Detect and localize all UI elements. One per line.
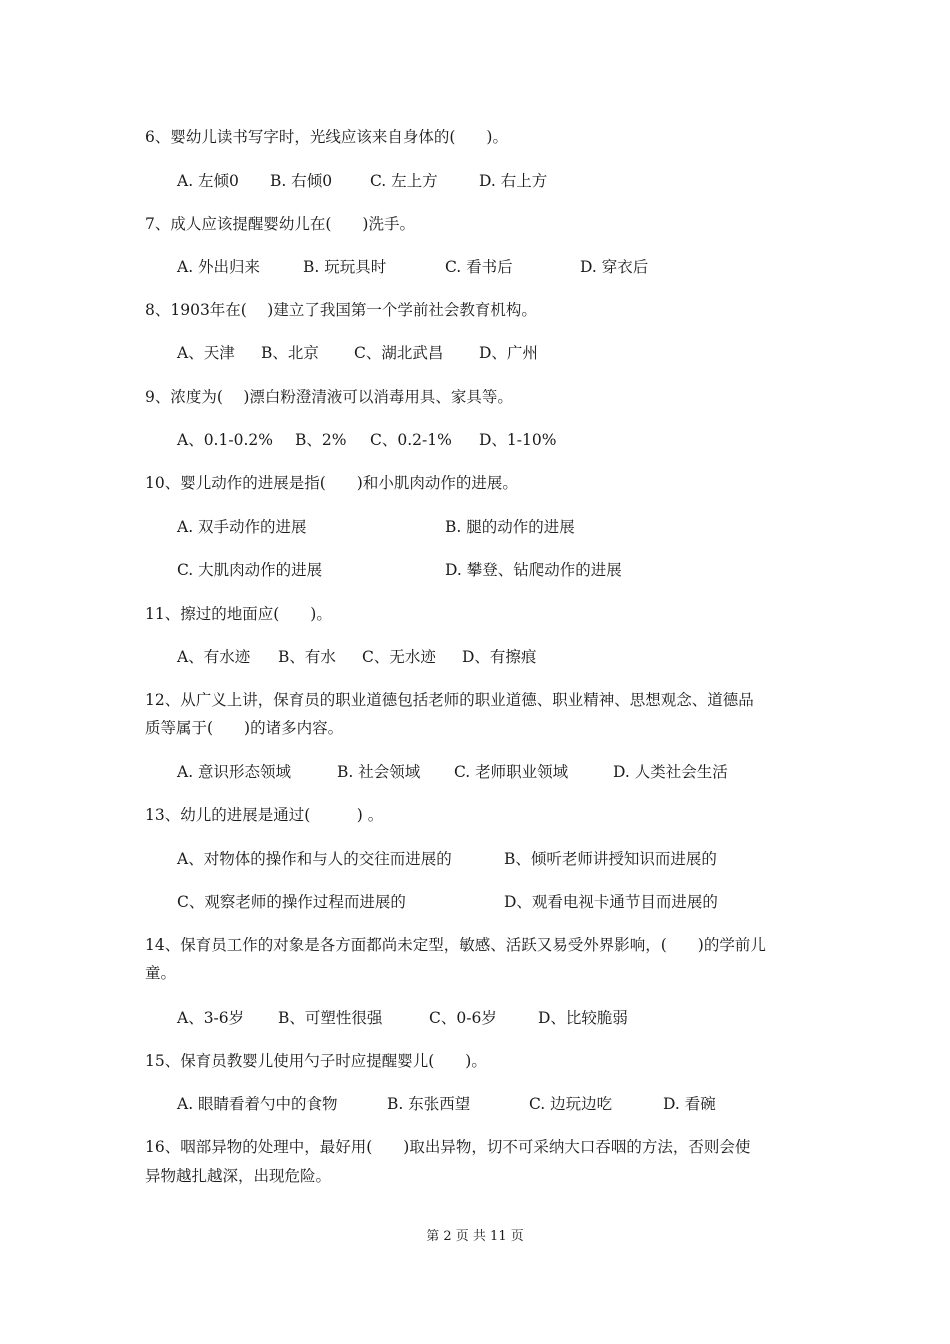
q9-option-d: D、1-10% xyxy=(479,431,557,449)
q14-option-c: C、0-6岁 xyxy=(429,1009,497,1027)
question-9: 9、浓度为( )漂白粉澄清液可以消毒用具、家具等。 xyxy=(145,388,513,406)
q7-option-b: B. 玩玩具时 xyxy=(303,258,387,276)
question-8: 8、1903年在( )建立了我国第一个学前社会教育机构。 xyxy=(145,301,537,319)
q8-option-c: C、湖北武昌 xyxy=(354,344,444,362)
q10-option-d: D. 攀登、钻爬动作的进展 xyxy=(445,561,622,579)
question-7: 7、成人应该提醒婴幼儿在( )洗手。 xyxy=(145,215,415,233)
q6-option-c: C. 左上方 xyxy=(370,172,438,190)
q6-option-b: B. 右倾0 xyxy=(270,172,333,190)
q6-option-a: A. 左倾0 xyxy=(177,172,239,190)
q15-option-b: B. 东张西望 xyxy=(387,1095,471,1113)
q13-option-b: B、倾听老师讲授知识而进展的 xyxy=(504,850,717,868)
question-12-continued: 质等属于( )的诸多内容。 xyxy=(145,719,344,737)
question-14: 14、保育员工作的对象是各方面都尚未定型，敏感、活跃又易受外界影响，( )的学前儿 xyxy=(145,936,766,954)
q8-option-b: B、北京 xyxy=(261,344,319,362)
q12-option-b: B. 社会领域 xyxy=(337,763,421,781)
q12-option-a: A. 意识形态领域 xyxy=(177,763,292,781)
q15-option-c: C. 边玩边吃 xyxy=(529,1095,613,1113)
q12-option-c: C. 老师职业领域 xyxy=(454,763,569,781)
q11-option-a: A、有水迹 xyxy=(177,648,251,666)
q14-option-d: D、比较脆弱 xyxy=(538,1009,628,1027)
question-6: 6、婴幼儿读书写字时，光线应该来自身体的( )。 xyxy=(145,128,508,146)
q10-option-b: B. 腿的动作的进展 xyxy=(445,518,575,536)
question-15: 15、保育员教婴儿使用勺子时应提醒婴儿( )。 xyxy=(145,1052,487,1070)
q9-option-b: B、2% xyxy=(295,431,347,449)
q8-option-a: A、天津 xyxy=(177,344,235,362)
q10-option-c: C. 大肌肉动作的进展 xyxy=(177,561,323,579)
q9-option-a: A、0.1-0.2% xyxy=(177,431,273,449)
question-16: 16、咽部异物的处理中，最好用( )取出异物，切不可采纳大口吞咽的方法，否则会使 xyxy=(145,1138,751,1156)
q15-option-a: A. 眼睛看着勺中的食物 xyxy=(177,1095,338,1113)
q11-option-d: D、有擦痕 xyxy=(462,648,537,666)
q7-option-a: A. 外出归来 xyxy=(177,258,261,276)
q13-option-c: C、观察老师的操作过程而进展的 xyxy=(177,893,406,911)
q7-option-c: C. 看书后 xyxy=(445,258,513,276)
q7-option-d: D. 穿衣后 xyxy=(580,258,649,276)
q9-option-c: C、0.2-1% xyxy=(370,431,452,449)
question-14-continued: 童。 xyxy=(145,964,177,982)
q11-option-c: C、无水迹 xyxy=(362,648,436,666)
page-number-footer: 第 2 页 共 11 页 xyxy=(426,1229,524,1244)
question-12: 12、从广义上讲，保育员的职业道德包括老师的职业道德、职业精神、思想观念、道德品 xyxy=(145,691,754,709)
q13-option-a: A、对物体的操作和与人的交往而进展的 xyxy=(177,850,452,868)
q13-option-d: D、观看电视卡通节目而进展的 xyxy=(504,893,718,911)
q6-option-d: D. 右上方 xyxy=(479,172,548,190)
question-13: 13、幼儿的进展是通过( ) 。 xyxy=(145,806,384,824)
q14-option-b: B、可塑性很强 xyxy=(278,1009,383,1027)
question-11: 11、擦过的地面应( )。 xyxy=(145,605,332,623)
q14-option-a: A、3-6岁 xyxy=(177,1009,245,1027)
question-10: 10、婴儿动作的进展是指( )和小肌肉动作的进展。 xyxy=(145,474,518,492)
q11-option-b: B、有水 xyxy=(278,648,336,666)
question-16-continued: 异物越扎越深，出现危险。 xyxy=(145,1167,332,1185)
q15-option-d: D. 看碗 xyxy=(663,1095,716,1113)
q8-option-d: D、广州 xyxy=(479,344,538,362)
q12-option-d: D. 人类社会生活 xyxy=(613,763,728,781)
q10-option-a: A. 双手动作的进展 xyxy=(177,518,307,536)
